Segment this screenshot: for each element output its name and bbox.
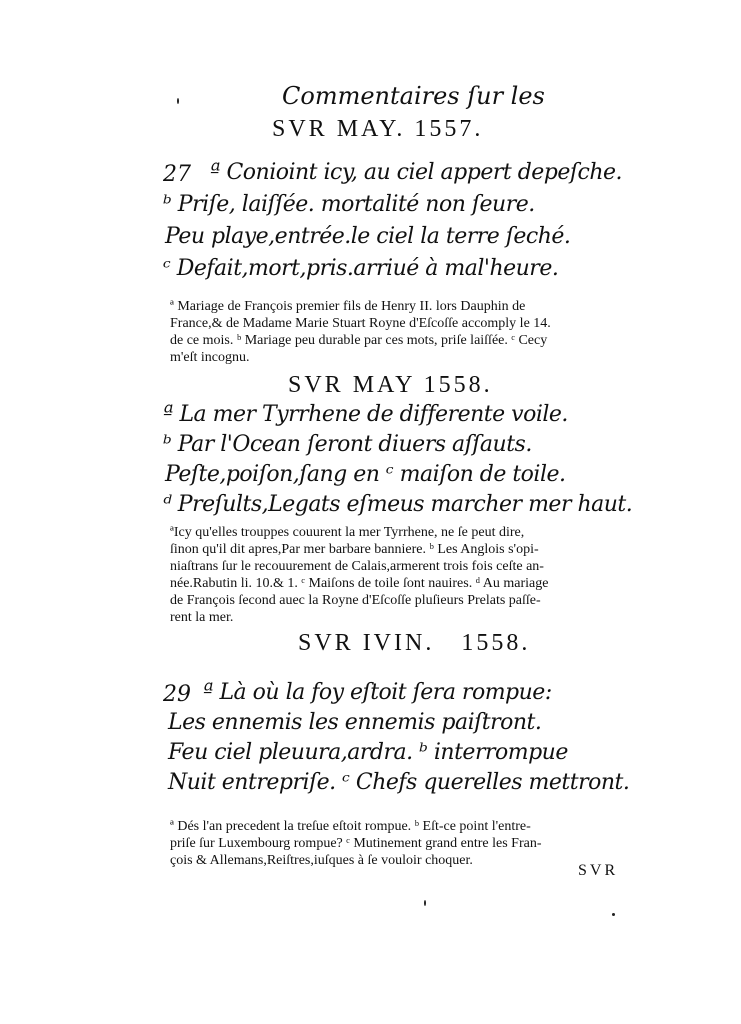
verse-line: ᵇ Priſe, laiſſée. mortalité non ſeure.: [163, 192, 535, 217]
commentary-line: ªIcy qu'elles trouppes couurent la mer Tyrrhene, ne ſe peut dire,: [170, 525, 525, 540]
stanza-number-29: 29: [163, 682, 191, 707]
ink-speck: [612, 913, 615, 916]
verse-line: ᶜ Defait,mort,pris.arriué à mal'heure.: [163, 256, 559, 281]
verse-line: Nuit entrepriſe. ᶜ Chefs querelles mettront.: [168, 770, 630, 795]
verse-line: ᵈ Preſults,Legats eſmeus marcher mer haut.: [163, 492, 633, 517]
commentary-line: çois & Allemans,Reiſtres,iuſques à ſe vouloir choquer.: [170, 853, 473, 868]
verse-line: ᵇ Par l'Ocean ſeront diuers aſſauts.: [163, 432, 532, 457]
ink-speck: [177, 98, 179, 104]
catchword: SVR: [578, 862, 619, 879]
running-header: Commentaires ſur les: [282, 82, 545, 110]
commentary-line: priſe ſur Luxembourg rompue? ᶜ Mutinement grand entre les Fran-: [170, 836, 542, 851]
commentary-line: France,& de Madame Marie Stuart Royne d'Eſcoſſe accomply le 14.: [170, 316, 551, 331]
verse-line: Peu playe,entrée.le ciel la terre ſeché.: [165, 224, 571, 249]
commentary-line: ª Mariage de François premier fils de Henry II. lors Dauphin de: [170, 299, 526, 314]
commentary-line: née.Rabutin li. 10.& 1. ᶜ Maiſons de toile ſont nauires. ᵈ Au mariage: [170, 576, 549, 591]
section-heading-may-1557: SVR MAY. 1557.: [272, 116, 484, 142]
commentary-line: de ce mois. ᵇ Mariage peu durable par ces mots, priſe laiſſée. ᶜ Cecy: [170, 333, 548, 348]
verse-line: Les ennemis les ennemis paiſtront.: [168, 710, 542, 735]
commentary-line: niaſtrans ſur le recouurement de Calais,armerent trois fois ceſte an-: [170, 559, 544, 574]
verse-line: ª La mer Tyrrhene de differente voile.: [163, 402, 568, 427]
section-heading-may-1558: SVR MAY 1558.: [288, 372, 493, 398]
section-heading-juin-1558: SVR IVIN. 1558.: [298, 630, 531, 656]
verse-line: ª Conioint icy, au ciel appert depeſche.: [210, 160, 623, 185]
commentary-line: rent la mer.: [170, 610, 234, 625]
verse-line: ª Là où la foy eſtoit ſera rompue:: [203, 680, 552, 705]
commentary-line: ª Dés l'an precedent la treſue eſtoit rompue. ᵇ Eſt-ce point l'entre-: [170, 819, 531, 834]
verse-line: Feu ciel pleuura,ardra. ᵇ interrompue: [168, 740, 568, 765]
commentary-line: m'eſt incognu.: [170, 350, 250, 365]
ink-speck: [424, 900, 426, 906]
commentary-line: de François ſecond auec la Royne d'Eſcoſſe pluſieurs Prelats paſſe-: [170, 593, 541, 608]
stanza-number-27: 27: [163, 162, 191, 187]
commentary-line: ſinon qu'il dit apres,Par mer barbare banniere. ᵇ Les Anglois s'opi-: [170, 542, 539, 557]
verse-line: Peſte,poiſon,ſang en ᶜ maiſon de toile.: [165, 462, 566, 487]
